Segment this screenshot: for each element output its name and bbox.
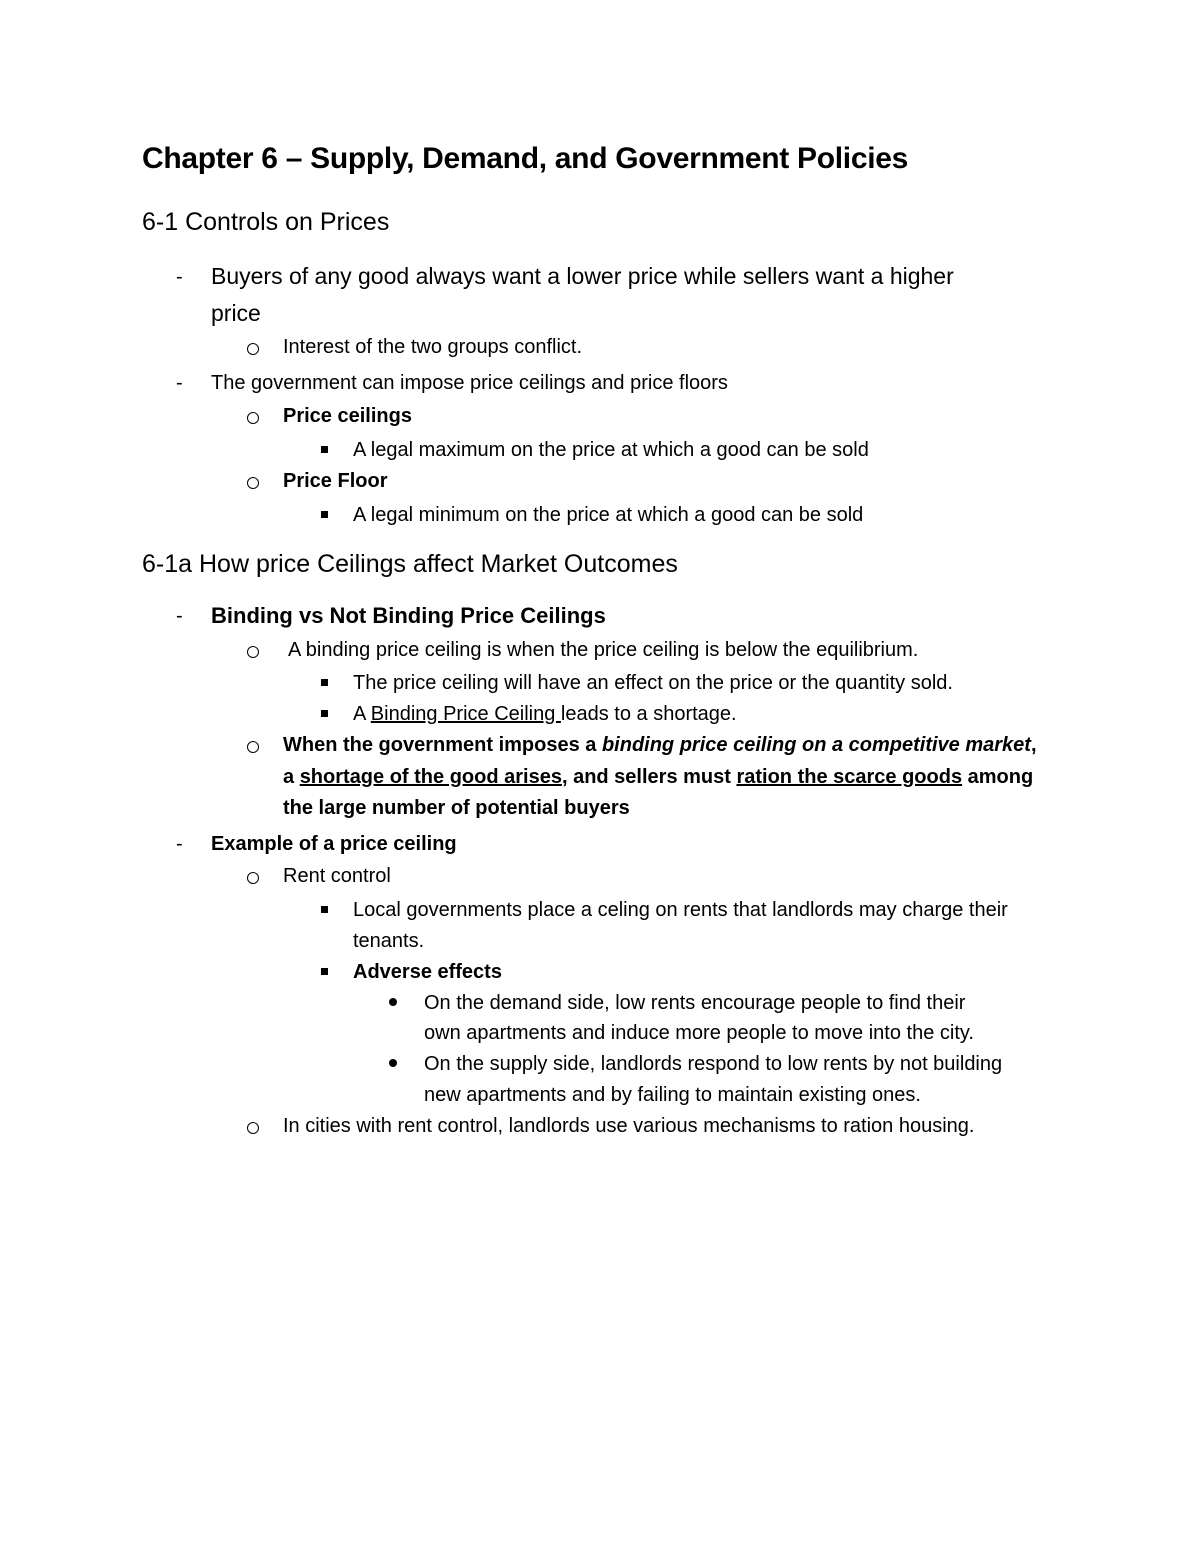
round-bullet bbox=[389, 1059, 397, 1067]
chapter-title: Chapter 6 – Supply, Demand, and Government Policies bbox=[142, 142, 909, 175]
when-government-line1 bbox=[283, 734, 1037, 757]
local-governments-line2: tenants. bbox=[353, 930, 425, 952]
section-heading-controls-on-prices: 6-1 Controls on Prices bbox=[142, 208, 390, 236]
circle-bullet bbox=[247, 872, 259, 884]
binding-vs-heading: Binding vs Not Binding Price Ceilings bbox=[211, 603, 606, 628]
shortage-text bbox=[353, 703, 737, 726]
dash-bullet: - bbox=[176, 605, 183, 627]
circle-bullet bbox=[247, 741, 259, 753]
circle-bullet bbox=[247, 477, 259, 489]
supply-side-line2: new apartments and by failing to maintain existing ones. bbox=[424, 1084, 921, 1106]
square-bullet bbox=[321, 511, 328, 518]
local-governments-line1: Local governments place a celing on rents that landlords may charge their bbox=[353, 899, 1008, 921]
when-text: When the government imposes a bbox=[283, 734, 602, 756]
dash-bullet: - bbox=[176, 266, 183, 288]
sellers-must-text: , and sellers must bbox=[561, 766, 737, 788]
shortage-arises-term: shortage of the good arises bbox=[299, 766, 562, 788]
square-bullet bbox=[321, 446, 328, 453]
circle-bullet bbox=[247, 646, 259, 658]
dash-bullet: - bbox=[176, 372, 183, 394]
government-text: The government can impose price ceilings and price floors bbox=[211, 372, 728, 394]
square-bullet bbox=[321, 710, 328, 717]
shortage-prefix: A bbox=[353, 703, 371, 725]
example-heading: Example of a price ceiling bbox=[211, 833, 457, 855]
among-text: among bbox=[962, 766, 1034, 788]
binding-definition: A binding price ceiling is when the price ceiling is below the equilibrium. bbox=[288, 639, 919, 661]
price-ceilings-label: Price ceilings bbox=[283, 405, 412, 427]
floor-definition: A legal minimum on the price at which a good can be sold bbox=[353, 504, 864, 526]
article-a: a bbox=[283, 766, 300, 788]
circle-bullet bbox=[247, 1122, 259, 1134]
price-floor-label: Price Floor bbox=[283, 470, 388, 492]
demand-side-line1: On the demand side, low rents encourage people to find their bbox=[424, 992, 966, 1014]
buyers-text-line2: price bbox=[211, 300, 261, 326]
shortage-suffix: leads to a shortage. bbox=[560, 703, 737, 725]
when-government-line2 bbox=[283, 766, 1033, 789]
ceiling-definition: A legal maximum on the price at which a good can be sold bbox=[353, 439, 869, 461]
binding-price-ceiling-term: Binding Price Ceiling bbox=[370, 703, 561, 725]
comma: , bbox=[1030, 734, 1037, 756]
demand-side-line2: own apartments and induce more people to move into the city. bbox=[424, 1022, 974, 1044]
ration-goods-term: ration the scarce goods bbox=[736, 766, 963, 788]
adverse-effects-label: Adverse effects bbox=[353, 961, 502, 983]
circle-bullet bbox=[247, 343, 259, 355]
interest-text: Interest of the two groups conflict. bbox=[283, 336, 583, 358]
square-bullet bbox=[321, 679, 328, 686]
square-bullet bbox=[321, 968, 328, 975]
binding-ceiling-italic: binding price ceiling on a competitive market bbox=[601, 734, 1031, 756]
cities-rent-control-text: In cities with rent control, landlords use various mechanisms to ration housing. bbox=[283, 1115, 975, 1137]
square-bullet bbox=[321, 906, 328, 913]
circle-bullet bbox=[247, 412, 259, 424]
rent-control-label: Rent control bbox=[283, 865, 391, 887]
round-bullet bbox=[389, 998, 397, 1006]
buyers-text-line1: Buyers of any good always want a lower price while sellers want a higher bbox=[211, 263, 954, 289]
supply-side-line1: On the supply side, landlords respond to low rents by not building bbox=[424, 1053, 1003, 1075]
dash-bullet: - bbox=[176, 833, 183, 855]
when-government-line3: the large number of potential buyers bbox=[283, 797, 630, 819]
ceiling-effect-text: The price ceiling will have an effect on the price or the quantity sold. bbox=[353, 672, 953, 694]
section-heading-price-ceilings-outcomes: 6-1a How price Ceilings affect Market Outcomes bbox=[142, 550, 678, 578]
